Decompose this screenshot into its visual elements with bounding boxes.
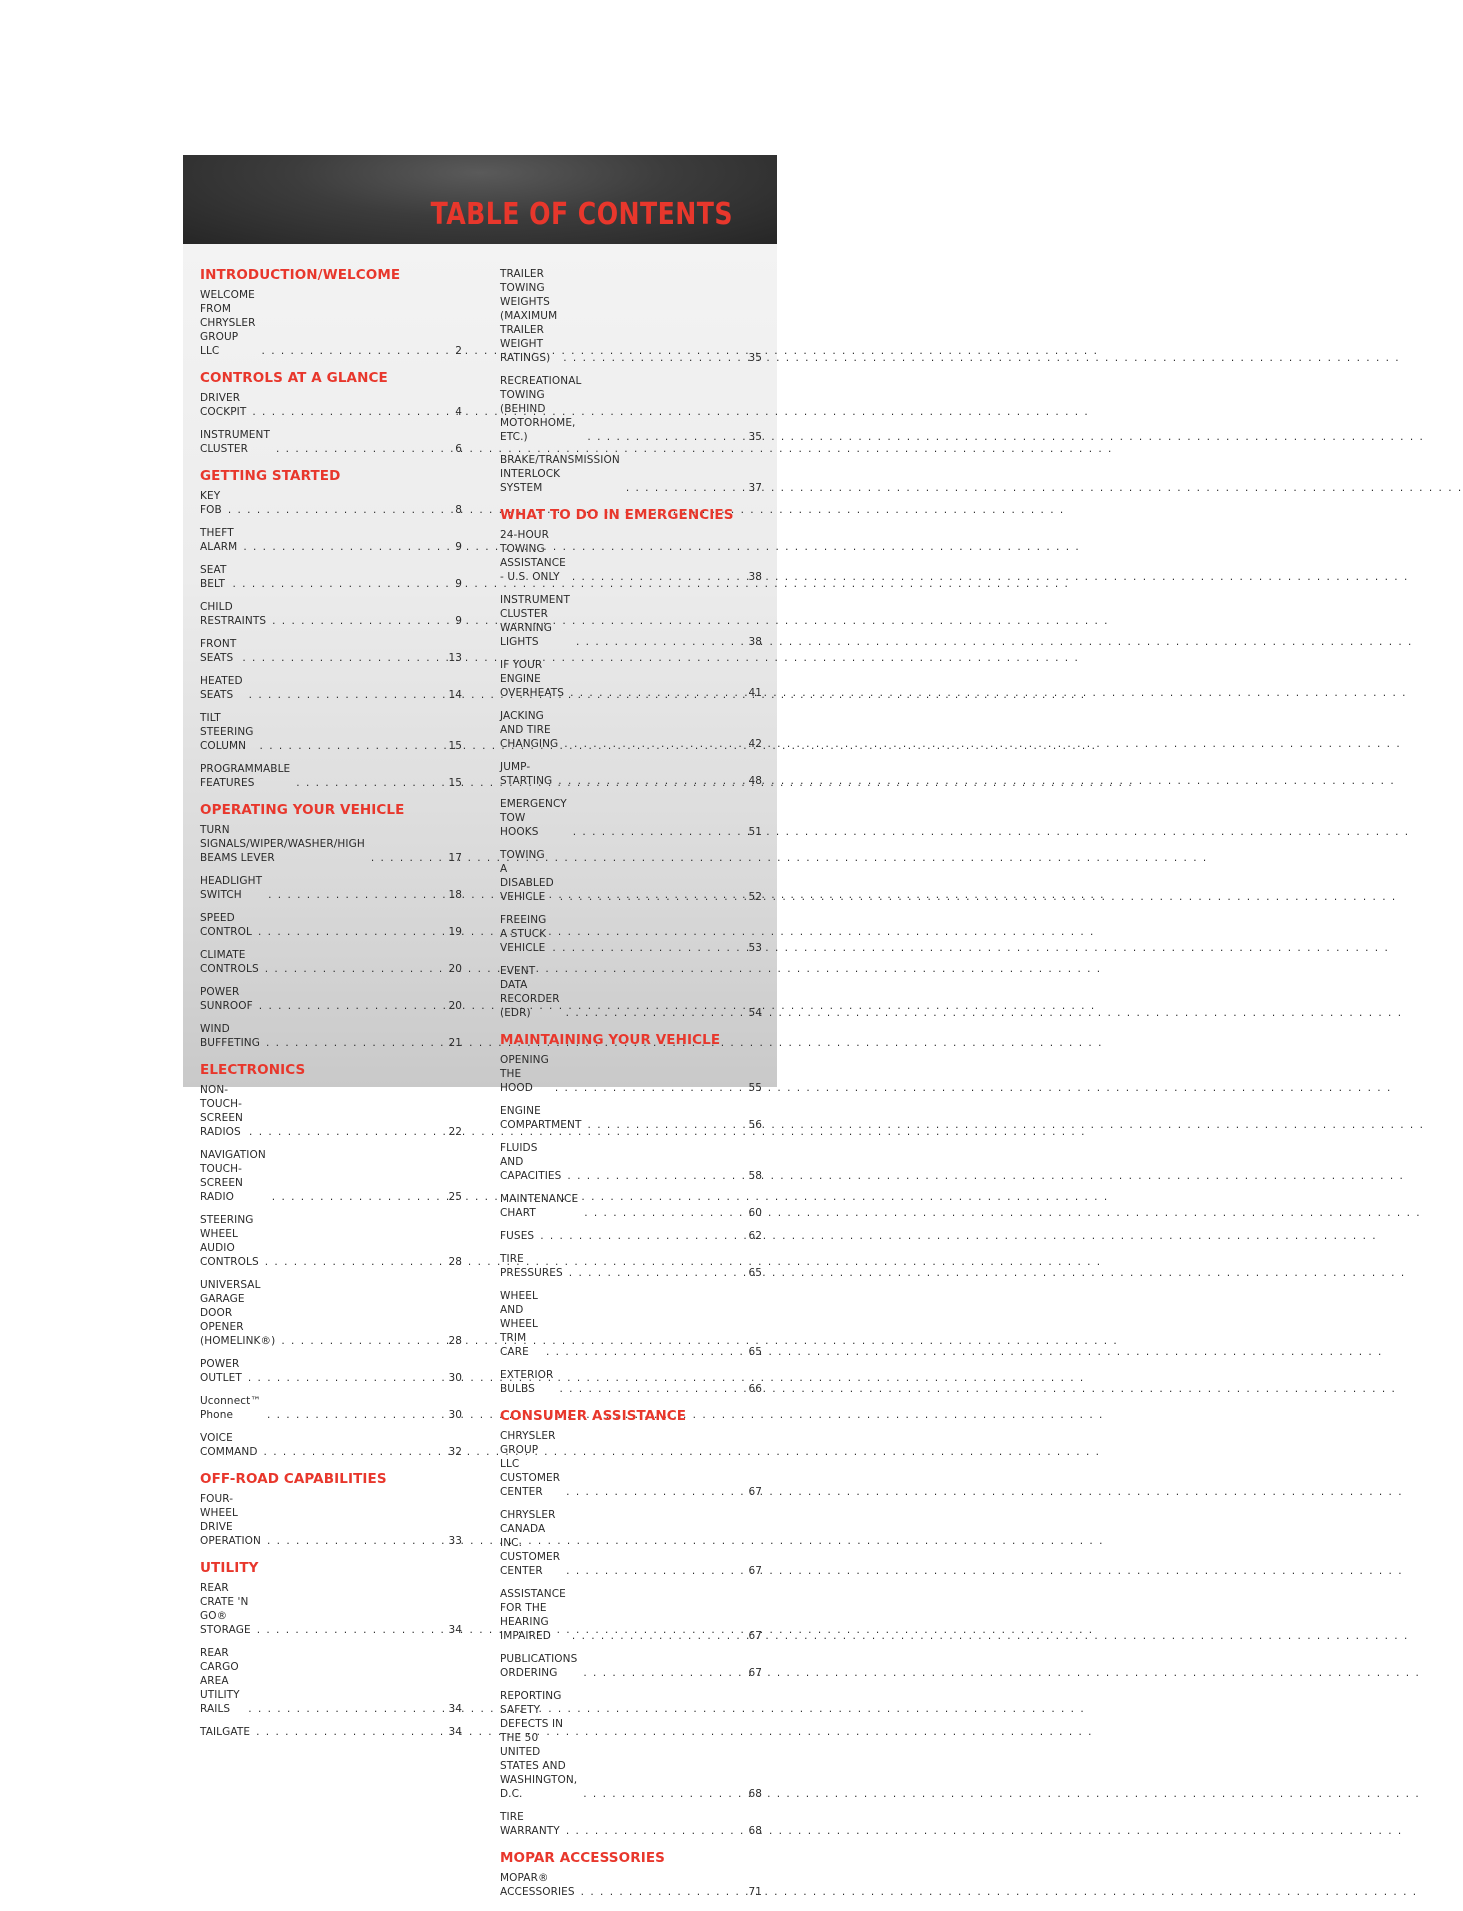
toc-entry[interactable] bbox=[200, 911, 462, 939]
header-banner bbox=[183, 155, 777, 244]
toc-column-right bbox=[500, 267, 762, 1911]
entry-title: INSTRUMENT CLUSTER bbox=[200, 429, 270, 455]
entry-title: EVENT DATA RECORDER (EDR) bbox=[500, 965, 560, 1019]
toc-entry[interactable] bbox=[500, 658, 762, 700]
entry-page-number: 71 bbox=[748, 1886, 762, 1898]
toc-entry[interactable] bbox=[200, 1083, 462, 1139]
entry-page-number: 51 bbox=[748, 826, 762, 838]
entry-title: CHRYSLER CANADA INC. CUSTOMER CENTER bbox=[500, 1509, 561, 1577]
dot-leader bbox=[559, 1382, 745, 1396]
dot-leader bbox=[252, 405, 445, 419]
dot-leader bbox=[573, 825, 745, 839]
dot-leader bbox=[248, 1371, 445, 1385]
entry-title: VOICE COMMAND bbox=[200, 1432, 258, 1458]
entry-page-number: 42 bbox=[748, 738, 762, 750]
entry-title: HEATED SEATS bbox=[200, 675, 243, 701]
entry-title: REPORTING SAFETY DEFECTS IN THE 50 UNITED STATES AND WASHINGTON, D.C. bbox=[500, 1690, 578, 1800]
toc-entry[interactable] bbox=[200, 1278, 462, 1348]
dot-leader bbox=[266, 1036, 445, 1050]
entry-page-number: 28 bbox=[448, 1256, 462, 1268]
toc-entry[interactable] bbox=[500, 1810, 762, 1838]
entry-page-number: 34 bbox=[448, 1703, 462, 1715]
entry-page-number: 35 bbox=[748, 352, 762, 364]
entry-page-number: 33 bbox=[448, 1535, 462, 1547]
dot-leader bbox=[583, 1787, 745, 1801]
dot-leader bbox=[583, 1666, 745, 1680]
entry-title: FUSES bbox=[500, 1230, 535, 1242]
entry-title: DRIVER COCKPIT bbox=[200, 392, 247, 418]
entry-page-number: 60 bbox=[748, 1207, 762, 1219]
entry-page-number: 4 bbox=[455, 406, 462, 418]
toc-entry[interactable] bbox=[200, 985, 462, 1013]
toc-entry[interactable] bbox=[500, 528, 762, 584]
entry-page-number: 53 bbox=[748, 942, 762, 954]
toc-entry[interactable] bbox=[500, 1508, 762, 1578]
dot-leader bbox=[566, 1824, 745, 1838]
entry-title: ASSISTANCE FOR THE HEARING IMPAIRED bbox=[500, 1588, 566, 1642]
section-heading: MOPAR ACCESSORIES bbox=[500, 1850, 665, 1866]
toc-section bbox=[200, 1471, 462, 1548]
dot-leader bbox=[563, 351, 745, 365]
entry-page-number: 19 bbox=[448, 926, 462, 938]
toc-entry[interactable] bbox=[500, 1587, 762, 1643]
toc-section bbox=[500, 1032, 762, 1396]
entry-page-number: 2 bbox=[455, 345, 462, 357]
dot-leader bbox=[569, 1266, 745, 1280]
entry-title: REAR CARGO AREA UTILITY RAILS bbox=[200, 1647, 240, 1715]
toc-entry[interactable] bbox=[200, 1725, 462, 1739]
toc-entry[interactable] bbox=[500, 1192, 762, 1220]
toc-entry[interactable] bbox=[200, 563, 462, 591]
dot-leader bbox=[265, 1255, 445, 1269]
dot-leader bbox=[570, 686, 745, 700]
toc-entry[interactable] bbox=[200, 1213, 462, 1269]
toc-entry[interactable] bbox=[500, 964, 762, 1020]
entry-title: EMERGENCY TOW HOOKS bbox=[500, 798, 567, 838]
entry-page-number: 34 bbox=[448, 1624, 462, 1636]
entry-page-number: 55 bbox=[748, 1082, 762, 1094]
toc-entry[interactable] bbox=[200, 762, 462, 790]
entry-title: ENGINE COMPARTMENT bbox=[500, 1105, 582, 1131]
entry-page-number: 37 bbox=[748, 482, 762, 494]
entry-page-number: 30 bbox=[448, 1372, 462, 1384]
toc-section bbox=[200, 1560, 462, 1739]
dot-leader bbox=[566, 1564, 745, 1578]
dot-leader bbox=[268, 888, 445, 902]
entry-page-number: 20 bbox=[448, 963, 462, 975]
toc-entry[interactable] bbox=[500, 267, 762, 365]
dot-leader bbox=[546, 1345, 745, 1359]
dot-leader bbox=[560, 890, 745, 904]
dot-leader bbox=[267, 1408, 445, 1422]
entry-title: TRAILER TOWING WEIGHTS (MAXIMUM TRAILER WEIGHT RATINGS) bbox=[500, 268, 558, 364]
entry-page-number: 22 bbox=[448, 1126, 462, 1138]
entry-title: WHEEL AND WHEEL TRIM CARE bbox=[500, 1290, 538, 1358]
dot-leader bbox=[232, 577, 445, 591]
toc-section bbox=[200, 370, 462, 456]
entry-page-number: 21 bbox=[448, 1037, 462, 1049]
entry-title: FRONT SEATS bbox=[200, 638, 237, 664]
toc-entry[interactable] bbox=[200, 823, 462, 865]
entry-title: WELCOME FROM CHRYSLER GROUP LLC bbox=[200, 289, 256, 357]
toc-entry[interactable] bbox=[500, 1689, 762, 1801]
entry-page-number: 9 bbox=[455, 615, 462, 627]
toc-entry[interactable] bbox=[200, 288, 462, 358]
toc-section bbox=[200, 468, 462, 790]
entry-page-number: 28 bbox=[448, 1335, 462, 1347]
entry-title: JUMP-STARTING bbox=[500, 761, 553, 787]
dot-leader bbox=[587, 430, 745, 444]
toc-entry[interactable] bbox=[200, 948, 462, 976]
dot-leader bbox=[576, 635, 745, 649]
toc-entry[interactable] bbox=[200, 1581, 462, 1637]
section-heading: ELECTRONICS bbox=[200, 1062, 306, 1078]
dot-leader bbox=[581, 1885, 745, 1899]
section-heading: CONTROLS AT A GLANCE bbox=[200, 370, 388, 386]
dot-leader bbox=[249, 688, 445, 702]
entry-page-number: 58 bbox=[748, 1170, 762, 1182]
toc-entry[interactable] bbox=[200, 674, 462, 702]
entry-page-number: 67 bbox=[748, 1667, 762, 1679]
toc-entry[interactable] bbox=[500, 913, 762, 955]
dot-leader bbox=[265, 962, 445, 976]
dot-leader bbox=[296, 776, 445, 790]
entry-page-number: 15 bbox=[448, 777, 462, 789]
entry-title: CHRYSLER GROUP LLC CUSTOMER CENTER bbox=[500, 1430, 561, 1498]
dot-leader bbox=[558, 774, 745, 788]
entry-page-number: 41 bbox=[748, 687, 762, 699]
toc-section bbox=[200, 1062, 462, 1459]
dot-leader bbox=[572, 570, 745, 584]
toc-entry[interactable] bbox=[200, 711, 462, 753]
entry-title: FOUR-WHEEL DRIVE OPERATION bbox=[200, 1493, 261, 1547]
entry-title: NAVIGATION TOUCH-SCREEN RADIO bbox=[200, 1149, 266, 1203]
dot-leader bbox=[584, 1206, 745, 1220]
entry-page-number: 9 bbox=[455, 541, 462, 553]
entry-title: TIRE PRESSURES bbox=[500, 1253, 563, 1279]
toc-entry[interactable] bbox=[200, 391, 462, 419]
toc-entry[interactable] bbox=[500, 374, 762, 444]
entry-page-number: 15 bbox=[448, 740, 462, 752]
toc-entry[interactable] bbox=[200, 526, 462, 554]
dot-leader bbox=[272, 614, 445, 628]
entry-title: FREEING A STUCK VEHICLE bbox=[500, 914, 547, 954]
entry-page-number: 65 bbox=[748, 1267, 762, 1279]
entry-title: PUBLICATIONS ORDERING bbox=[500, 1653, 578, 1679]
section-heading: UTILITY bbox=[200, 1560, 259, 1576]
dot-leader bbox=[258, 925, 445, 939]
toc-entry[interactable] bbox=[500, 1252, 762, 1280]
dot-leader bbox=[260, 739, 445, 753]
entry-page-number: 8 bbox=[455, 504, 462, 516]
entry-title: CLIMATE CONTROLS bbox=[200, 949, 259, 975]
toc-section bbox=[500, 1408, 762, 1838]
toc-entry[interactable] bbox=[200, 1148, 462, 1204]
entry-page-number: 65 bbox=[748, 1346, 762, 1358]
toc-entry[interactable] bbox=[200, 1022, 462, 1050]
dot-leader bbox=[564, 737, 745, 751]
dot-leader bbox=[248, 1702, 445, 1716]
entry-page-number: 67 bbox=[748, 1486, 762, 1498]
entry-page-number: 67 bbox=[748, 1630, 762, 1642]
dot-leader bbox=[243, 540, 445, 554]
entry-page-number: 66 bbox=[748, 1383, 762, 1395]
dot-leader bbox=[272, 1190, 445, 1204]
dot-leader bbox=[540, 1229, 745, 1243]
entry-title: CHILD RESTRAINTS bbox=[200, 601, 267, 627]
dot-leader bbox=[267, 1534, 445, 1548]
dot-leader bbox=[371, 851, 445, 865]
toc-column-left bbox=[200, 267, 462, 1751]
toc-page bbox=[183, 155, 777, 1898]
entry-page-number: 38 bbox=[748, 571, 762, 583]
entry-title: MAINTENANCE CHART bbox=[500, 1193, 579, 1219]
entry-page-number: 30 bbox=[448, 1409, 462, 1421]
toc-section bbox=[200, 267, 462, 358]
toc-entry[interactable] bbox=[500, 1368, 762, 1396]
section-heading: INTRODUCTION/WELCOME bbox=[200, 267, 401, 283]
toc-entry[interactable] bbox=[200, 600, 462, 628]
entry-page-number: 25 bbox=[448, 1191, 462, 1203]
entry-page-number: 32 bbox=[448, 1446, 462, 1458]
dot-leader bbox=[242, 651, 445, 665]
entry-title: 24-HOUR TOWING ASSISTANCE - U.S. ONLY bbox=[500, 529, 566, 583]
entry-title: TOWING A DISABLED VEHICLE bbox=[500, 849, 554, 903]
section-heading: WHAT TO DO IN EMERGENCIES bbox=[500, 507, 734, 523]
entry-page-number: 38 bbox=[748, 636, 762, 648]
section-heading: OFF-ROAD CAPABILITIES bbox=[200, 1471, 387, 1487]
toc-entry[interactable] bbox=[200, 428, 462, 456]
entry-title: POWER SUNROOF bbox=[200, 986, 253, 1012]
entry-title: RECREATIONAL TOWING (BEHIND MOTORHOME, ETC.) bbox=[500, 375, 582, 443]
toc-entry[interactable] bbox=[200, 1357, 462, 1385]
section-heading: OPERATING YOUR VEHICLE bbox=[200, 802, 405, 818]
entry-title: STEERING WHEEL AUDIO CONTROLS bbox=[200, 1214, 259, 1268]
dot-leader bbox=[626, 481, 745, 495]
dot-leader bbox=[249, 1125, 445, 1139]
entry-title: HEADLIGHT SWITCH bbox=[200, 875, 263, 901]
dot-leader bbox=[264, 1445, 445, 1459]
toc-section bbox=[500, 507, 762, 1020]
toc-entry[interactable] bbox=[500, 1652, 762, 1680]
entry-title: JACKING AND TIRE CHANGING bbox=[500, 710, 559, 750]
entry-title: TILT STEERING COLUMN bbox=[200, 712, 254, 752]
dot-leader bbox=[572, 1629, 745, 1643]
dot-leader bbox=[555, 1081, 745, 1095]
toc-entry[interactable] bbox=[200, 1431, 462, 1459]
entry-page-number: 68 bbox=[748, 1825, 762, 1837]
entry-page-number: 14 bbox=[448, 689, 462, 701]
entry-title: MOPAR® ACCESSORIES bbox=[500, 1872, 575, 1898]
entry-title: BRAKE/TRANSMISSION INTERLOCK SYSTEM bbox=[500, 454, 620, 494]
toc-entry[interactable] bbox=[200, 1492, 462, 1548]
toc-entry[interactable] bbox=[500, 760, 762, 788]
entry-page-number: 67 bbox=[748, 1565, 762, 1577]
page-title: TABLE OF CONTENTS bbox=[430, 197, 733, 232]
section-heading: GETTING STARTED bbox=[200, 468, 341, 484]
dot-leader bbox=[262, 344, 445, 358]
dot-leader bbox=[281, 1334, 445, 1348]
entry-title: KEY FOB bbox=[200, 490, 222, 516]
entry-page-number: 34 bbox=[448, 1726, 462, 1738]
toc-entry[interactable] bbox=[500, 593, 762, 649]
toc-entry[interactable] bbox=[500, 1053, 762, 1095]
dot-leader bbox=[552, 941, 745, 955]
entry-page-number: 68 bbox=[748, 1788, 762, 1800]
toc-entry[interactable] bbox=[500, 1141, 762, 1183]
entry-title: IF YOUR ENGINE OVERHEATS bbox=[500, 659, 565, 699]
entry-page-number: 17 bbox=[448, 852, 462, 864]
entry-title: Uconnect™ Phone bbox=[200, 1395, 261, 1421]
toc-section bbox=[200, 802, 462, 1050]
dot-leader bbox=[566, 1006, 745, 1020]
entry-title: NON-TOUCH-SCREEN RADIOS bbox=[200, 1084, 244, 1138]
entry-page-number: 62 bbox=[748, 1230, 762, 1242]
dot-leader bbox=[566, 1485, 745, 1499]
toc-entry[interactable] bbox=[500, 1104, 762, 1132]
entry-title: THEFT ALARM bbox=[200, 527, 238, 553]
toc-entry[interactable] bbox=[500, 1429, 762, 1499]
toc-entry[interactable] bbox=[200, 489, 462, 517]
entry-page-number: 6 bbox=[455, 443, 462, 455]
entry-title: SPEED CONTROL bbox=[200, 912, 252, 938]
toc-entry[interactable] bbox=[200, 1646, 462, 1716]
entry-title: EXTERIOR BULBS bbox=[500, 1369, 554, 1395]
entry-title: TURN SIGNALS/WIPER/WASHER/HIGH BEAMS LEVER bbox=[200, 824, 365, 864]
entry-page-number: 56 bbox=[748, 1119, 762, 1131]
entry-title: TAILGATE bbox=[200, 1726, 251, 1738]
entry-title: PROGRAMMABLE FEATURES bbox=[200, 763, 291, 789]
toc-entry[interactable] bbox=[500, 848, 762, 904]
dot-leader bbox=[256, 1725, 445, 1739]
dot-leader bbox=[259, 999, 445, 1013]
section-heading: CONSUMER ASSISTANCE bbox=[500, 1408, 687, 1424]
entry-title: UNIVERSAL GARAGE DOOR OPENER (HOMELINK®) bbox=[200, 1279, 276, 1347]
toc-entry[interactable] bbox=[500, 1871, 762, 1899]
entry-page-number: 54 bbox=[748, 1007, 762, 1019]
entry-page-number: 48 bbox=[748, 775, 762, 787]
entry-page-number: 52 bbox=[748, 891, 762, 903]
dot-leader bbox=[257, 1623, 445, 1637]
toc-section bbox=[500, 267, 762, 495]
entry-title: OPENING THE HOOD bbox=[500, 1054, 549, 1094]
entry-title: REAR CRATE 'N GO® STORAGE bbox=[200, 1582, 251, 1636]
toc-section bbox=[500, 1850, 762, 1899]
entry-title: WIND BUFFETING bbox=[200, 1023, 261, 1049]
toc-entry[interactable] bbox=[500, 709, 762, 751]
dot-leader bbox=[588, 1118, 745, 1132]
entry-title: SEAT BELT bbox=[200, 564, 227, 590]
section-heading: MAINTAINING YOUR VEHICLE bbox=[500, 1032, 721, 1048]
toc-entry[interactable] bbox=[500, 1229, 762, 1243]
entry-page-number: 35 bbox=[748, 431, 762, 443]
toc-entry[interactable] bbox=[500, 1289, 762, 1359]
entry-page-number: 18 bbox=[448, 889, 462, 901]
toc-entry[interactable] bbox=[500, 453, 762, 495]
dot-leader bbox=[567, 1169, 745, 1183]
dot-leader bbox=[276, 442, 445, 456]
toc-entry[interactable] bbox=[200, 1394, 462, 1422]
toc-entry[interactable] bbox=[500, 797, 762, 839]
entry-page-number: 9 bbox=[455, 578, 462, 590]
entry-page-number: 20 bbox=[448, 1000, 462, 1012]
toc-entry[interactable] bbox=[200, 637, 462, 665]
entry-title: TIRE WARRANTY bbox=[500, 1811, 560, 1837]
toc-entry[interactable] bbox=[200, 874, 462, 902]
entry-title: FLUIDS AND CAPACITIES bbox=[500, 1142, 562, 1182]
entry-title: INSTRUMENT CLUSTER WARNING LIGHTS bbox=[500, 594, 570, 648]
entry-page-number: 13 bbox=[448, 652, 462, 664]
entry-title: POWER OUTLET bbox=[200, 1358, 242, 1384]
dot-leader bbox=[228, 503, 445, 517]
